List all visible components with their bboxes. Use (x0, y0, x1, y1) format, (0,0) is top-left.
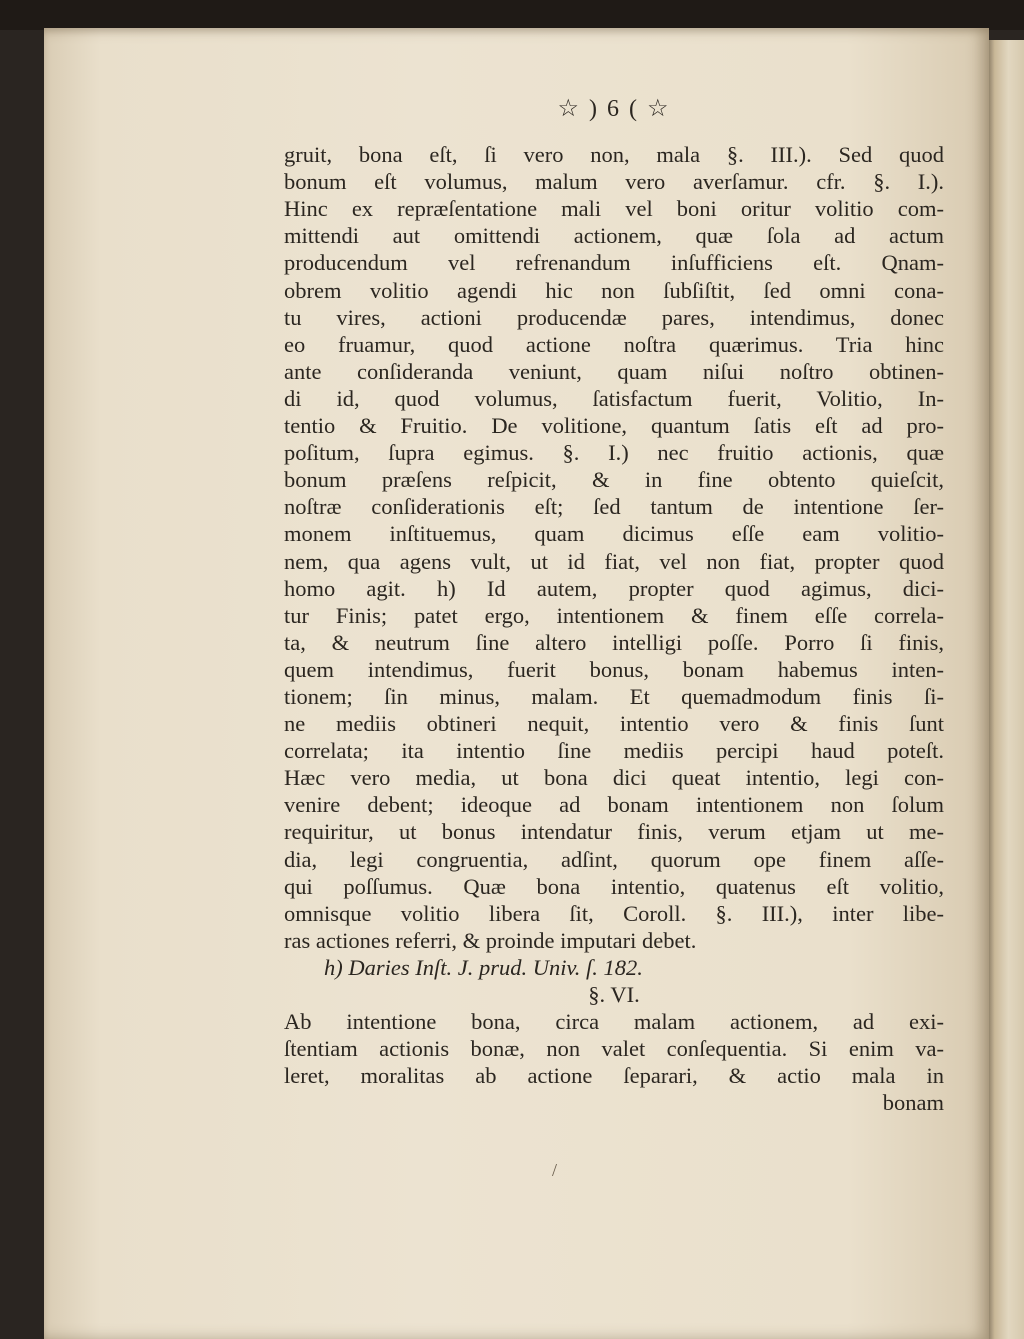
text-line: ta, & neutrum ſine altero intelligi poſſe. Porro ſi finis, (284, 629, 944, 655)
body-text (284, 141, 944, 954)
text-line: bonum eſt volumus, malum vero averſamur. cfr. §. I.). (284, 169, 944, 195)
text-line: poſitum, ſupra egimus. §. I.) nec fruitio actionis, quæ (284, 440, 944, 466)
text-line: producendum vel refrenandum inſufficiens eſt. Qnam- (284, 250, 944, 276)
page-header: ☆ ) 6 ( ☆ (557, 96, 671, 122)
text-line: monem inſtituemus, quam dicimus eſſe eam volitio- (284, 521, 944, 547)
section-text (284, 1008, 944, 1089)
scan-top-border (0, 0, 1024, 30)
text-line: omnisque volitio libera ſit, Coroll. §. III.), inter libe- (284, 900, 944, 926)
page-text (284, 96, 944, 1116)
text-line: tentio & Fruitio. De volitione, quantum ſatis eſt ad pro- (284, 413, 944, 439)
text-line: ſtentiam actionis bonæ, non valet conſequentia. Si enim va- (284, 1036, 944, 1062)
text-line: requiritur, ut bonus intendatur finis, verum etjam ut me- (284, 819, 944, 845)
text-line: qui poſſumus. Quæ bona intentio, quatenus eſt volitio, (284, 873, 944, 899)
text-line: dia, legi congruentia, adſint, quorum ope finem aſſe- (284, 846, 944, 872)
section-number: §. VI. (588, 982, 640, 1007)
text-line: noſtræ conſiderationis eſt; ſed tantum de intentione ſer- (284, 494, 944, 520)
text-line: tionem; ſin minus, malam. Et quemadmodum finis ſi- (284, 683, 944, 709)
text-line: obrem volitio agendi hic non ſubſiſtit, ſed omni cona- (284, 277, 944, 303)
footnote: h) Daries Inſt. J. prud. Univ. ſ. 182. (324, 954, 643, 980)
text-line: quem intendimus, fuerit bonus, bonam habemus inten- (284, 656, 944, 682)
text-line: bonum præſens reſpicit, & in fine obtento quieſcit, (284, 467, 944, 493)
stray-mark: / (552, 1160, 558, 1180)
text-line: nem, qua agens vult, ut id fiat, vel non fiat, propter quod (284, 548, 944, 574)
text-line: Ab intentione bona, circa malam actionem, ad exi- (284, 1009, 944, 1035)
facing-page-edge (985, 40, 1024, 1339)
text-line: tu vires, actioni producendæ pares, intendimus, donec (284, 304, 944, 330)
text-line: ne mediis obtineri nequit, intentio vero & finis ſunt (284, 711, 944, 737)
text-line: gruit, bona eſt, ſi vero non, mala §. III.). Sed quod (284, 142, 944, 168)
text-line: Hinc ex repræſentatione mali vel boni oritur volitio com- (284, 196, 944, 222)
text-line: venire debent; ideoque ad bonam intentionem non ſolum (284, 792, 944, 818)
text-line: leret, moralitas ab actione ſeparari, & actio mala in (284, 1063, 944, 1089)
text-line: ras actiones referri, & proinde imputari debet. (284, 927, 697, 953)
text-line: ante conſideranda veniunt, quam niſui noſtro obtinen- (284, 358, 944, 384)
text-line: homo agit. h) Id autem, propter quod agimus, dici- (284, 575, 944, 601)
text-line: di id, quod volumus, ſatisfactum fuerit, Volitio, In- (284, 385, 944, 411)
text-line: mittendi aut omittendi actionem, quæ ſola ad actum (284, 223, 944, 249)
catchword: bonam (882, 1090, 944, 1116)
text-line: correlata; ita intentio ſine mediis percipi haud poteſt. (284, 738, 944, 764)
text-line: eo fruamur, quod actione noſtra quærimus. Tria hinc (284, 331, 944, 357)
text-line: Hæc vero media, ut bona dici queat intentio, legi con- (284, 765, 944, 791)
text-line: tur Finis; patet ergo, intentionem & finem eſſe correla- (284, 602, 944, 628)
